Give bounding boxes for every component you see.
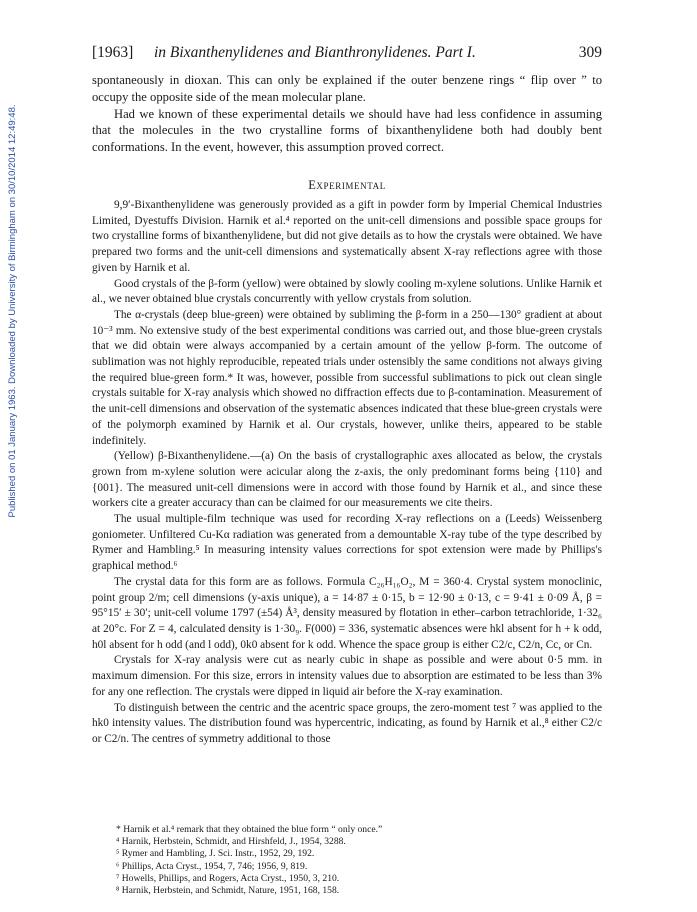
footnote: ⁷ Howells, Phillips, and Rogers, Acta Cryst., 1950, 3, 210. — [116, 872, 340, 884]
section-heading-text: Experimental — [308, 178, 386, 192]
header-title: in Bixanthenylidenes and Bianthronylidenes. Part I. — [154, 44, 476, 61]
section-heading — [92, 178, 602, 193]
running-header — [92, 44, 602, 66]
side-download-note[interactable] — [6, 36, 20, 586]
footnote: * Harnik et al.⁴ remark that they obtained the blue form “ only once.” — [116, 824, 383, 835]
body-paragraph-7: Crystals for X-ray analysis were cut as nearly cubic in shape as possible and were about 0·5 mm. in maximum dimension. For this size, errors in intensity values due to absorption are estimated to be less than 3% for any one reflection. The crystals were dipped in liquid air before the X-ray examination. — [92, 654, 602, 698]
intro-block — [92, 72, 602, 156]
body-paragraph-4: (Yellow) β-Bixanthenylidene.—(a) On the basis of crystallographic axes allocated as below, the crystals grown from m-xylene solution were acicular along the z-axis, the only predominant forms being {110} and {001}. The measured unit-cell dimensions were in accord with those found by Harnik et al., and since these workers cite a greater accuracy than can be claimed for our measurements we cite theirs. — [92, 450, 602, 510]
body-paragraph-5: The usual multiple-film technique was used for recording X-ray reflections on a (Leeds) Weissenberg goniometer. Unfiltered Cu-Kα radiation was generated from a demountable X-ray tube of the type described by Rymer and Hambling.⁵ In measuring intensity values corrections for spot extension were made by Phillips's graphical method.⁶ — [92, 513, 602, 573]
side-download-note-text[interactable]: Published on 01 January 1963. Downloaded by University of Birmingham on 30/10/2014 12:49:48. — [7, 104, 18, 518]
intro-paragraph-1: spontaneously in dioxan. This can only be explained if the outer benzene rings “ flip over ” to occupy the opposite side of the mean molecular plane. — [92, 73, 602, 104]
header-year: [1963] — [92, 44, 134, 61]
footnote: ⁸ Harnik, Herbstein, and Schmidt, Nature, 1951, 168, 158. — [116, 885, 340, 897]
footnote: ⁶ Phillips, Acta Cryst., 1954, 7, 746; 1956, 9, 819. — [116, 860, 308, 872]
footnote: ⁵ Rymer and Hambling, J. Sci. Instr., 1952, 29, 192. — [116, 848, 315, 860]
experimental-body — [92, 198, 602, 748]
body-paragraph-1: 9,9′-Bixanthenylidene was generously provided as a gift in powder form by Imperial Chemical Industries Limited, Dyestuffs Division. Harnik et al.⁴ reported on the unit-cell dimensions and possible space groups for two crystalline forms of bixanthenylidene, but did not give details as to how the crystals were obtained. We have prepared two forms and the unit-cell dimensions and systematically absent X-ray reflections agree with those given by Harnik et al. — [92, 199, 602, 274]
footnotes — [116, 824, 536, 897]
body-paragraph-6: The crystal data for this form are as follows. Formula C₂₆H₁₆O₂, M = 360·4. Crystal system monoclinic, point group 2/m; cell dimensions (y-axis unique), a = 14·87 ± 0·15, b = 12·90 ± 0·13, c = 9·41 ± 0·09 Å, β = 95°15′ ± 30′; unit-cell volume 1797 (±54) Å³, density measured by flotation in ether–carbon tetrachloride, 1·32₆ at 20°c. For Z = 4, calculated density is 1·30₉. F(000) = 336, systematic absences were hkl absent for h + k odd, h0l absent for h odd (and l odd), 0k0 absent for k odd. Whence the space group is either C2/c, C2/n, Cc, or Cn. — [92, 575, 602, 651]
footnote: ⁴ Harnik, Herbstein, Schmidt, and Hirshfeld, J., 1954, 3288. — [116, 836, 346, 848]
body-paragraph-8: To distinguish between the centric and the acentric space groups, the zero-moment test ⁷ was applied to the hk0 intensity values. The distribution found was hypercentric, indicating, as found by Harnik et al.,⁸ either C2/c or C2/n. The centres of symmetry additional to those — [92, 701, 602, 745]
body-paragraph-3: The α-crystals (deep blue-green) were obtained by subliming the β-form in a 250—130° gradient at about 10⁻³ mm. No extensive study of the best experimental conditions was carried out, and those blue-green crystals that we did obtain were always accompanied by a certain amount of the yellow β-form. The outcome of sublimation was not highly reproducible, repeated trials under ostensibly the same conditions not always giving the required blue-green form.* It was, however, possible from successful sublimations to pick out clean single crystals suitable for X-ray analysis which showed no diffraction effects due to β-contamination. Measurement of the unit-cell dimensions and observation of the systematic absences indicated that these blue-green crystals were of the polymorph examined by Harnik et al. Our crystals, however, unlike theirs, appeared to be stable indefinitely. — [92, 308, 602, 447]
body-paragraph-2: Good crystals of the β-form (yellow) were obtained by slowly cooling m-xylene solutions. Unlike Harnik et al., we never obtained blue crystals concurrently with yellow crystals from solution. — [92, 277, 602, 306]
intro-paragraph-2: Had we known of these experimental details we should have had less confidence in assuming that the molecules in the two crystalline forms of bixanthenylidene both had doubly bent conformations. In the event, however, this assumption proved correct. — [92, 106, 602, 155]
page-number: 309 — [578, 44, 602, 61]
